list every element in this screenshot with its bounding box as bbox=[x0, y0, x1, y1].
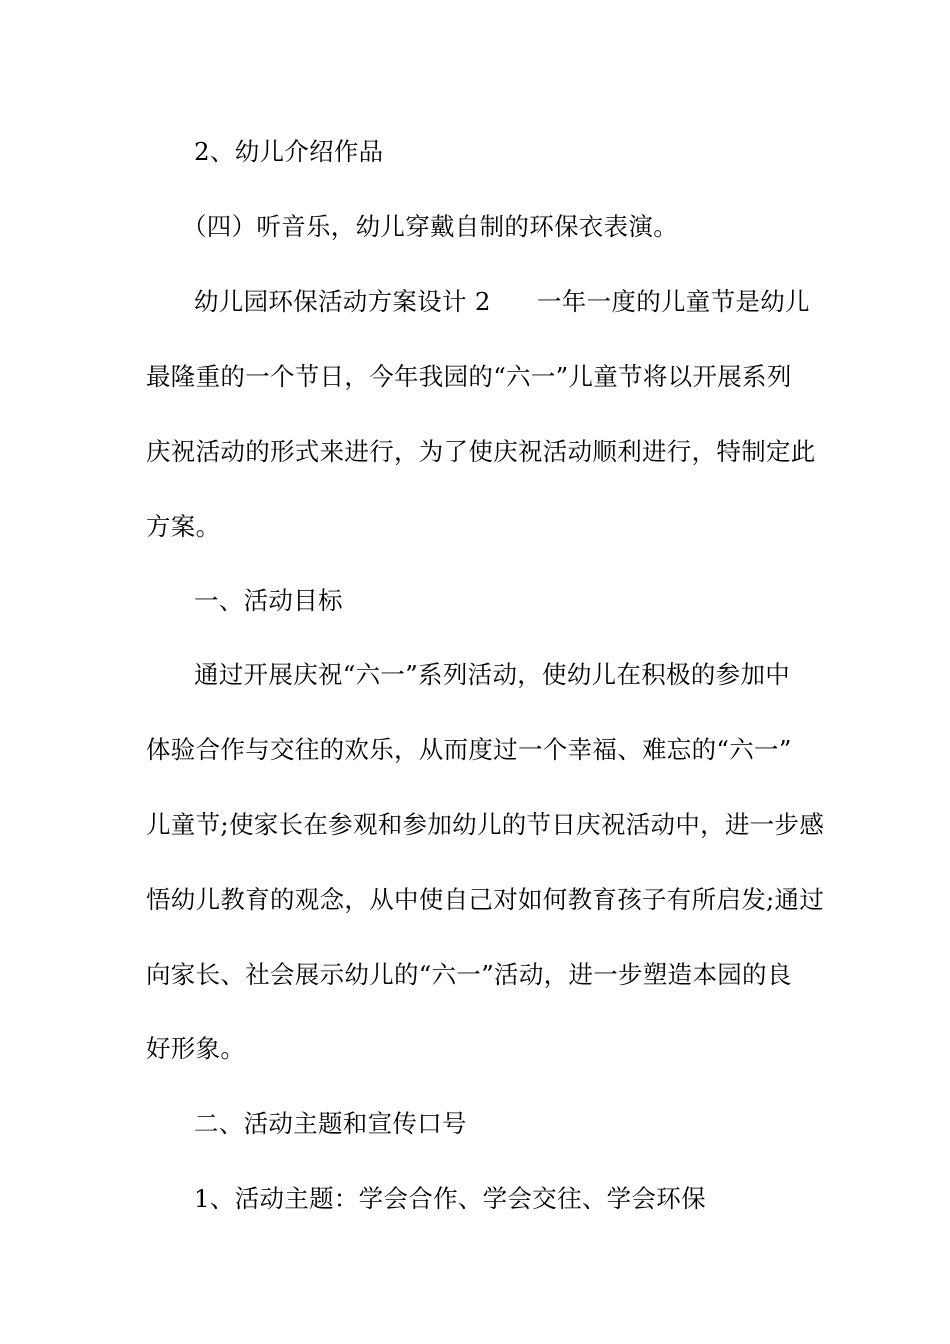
paragraph-text: 最隆重的一个节日，今年我园的“六一”儿童节将以开展系列 bbox=[146, 362, 792, 391]
paragraph-text: 体验合作与交往的欢乐，从而度过一个幸福、难忘的“六一” bbox=[146, 735, 792, 764]
paragraph-text: 通过开展庆祝“六一”系列活动，使幼儿在积极的参加中 bbox=[194, 660, 791, 689]
paragraph-text: 一年一度的儿童节是幼儿 bbox=[537, 287, 810, 316]
document-title: 幼儿园环保活动方案设计 2 bbox=[194, 287, 491, 316]
section-heading-goals: 一、活动目标 bbox=[194, 586, 343, 615]
paragraph-text: 儿童节;使家长在参观和参加幼儿的节日庆祝活动中，进一步感 bbox=[146, 810, 825, 839]
list-item-introduce-works: 2、幼儿介绍作品 bbox=[194, 137, 384, 166]
paragraph-text: 悟幼儿教育的观念，从中使自己对如何教育孩子有所启发;通过 bbox=[146, 885, 825, 914]
paragraph-text: 庆祝活动的形式来进行，为了使庆祝活动顺利进行，特制定此 bbox=[146, 437, 816, 466]
section-heading-theme: 二、活动主题和宣传口号 bbox=[194, 1109, 467, 1138]
section-item-music-performance: （四）听音乐，幼儿穿戴自制的环保衣表演。 bbox=[182, 212, 678, 241]
paragraph-text: 方案。 bbox=[146, 512, 221, 541]
paragraph-text: 向家长、社会展示幼儿的“六一”活动，进一步塑造本园的良 bbox=[146, 960, 792, 989]
list-item-activity-theme: 1、活动主题：学会合作、学会交往、学会环保 bbox=[194, 1184, 706, 1213]
paragraph-text: 好形象。 bbox=[146, 1034, 246, 1063]
